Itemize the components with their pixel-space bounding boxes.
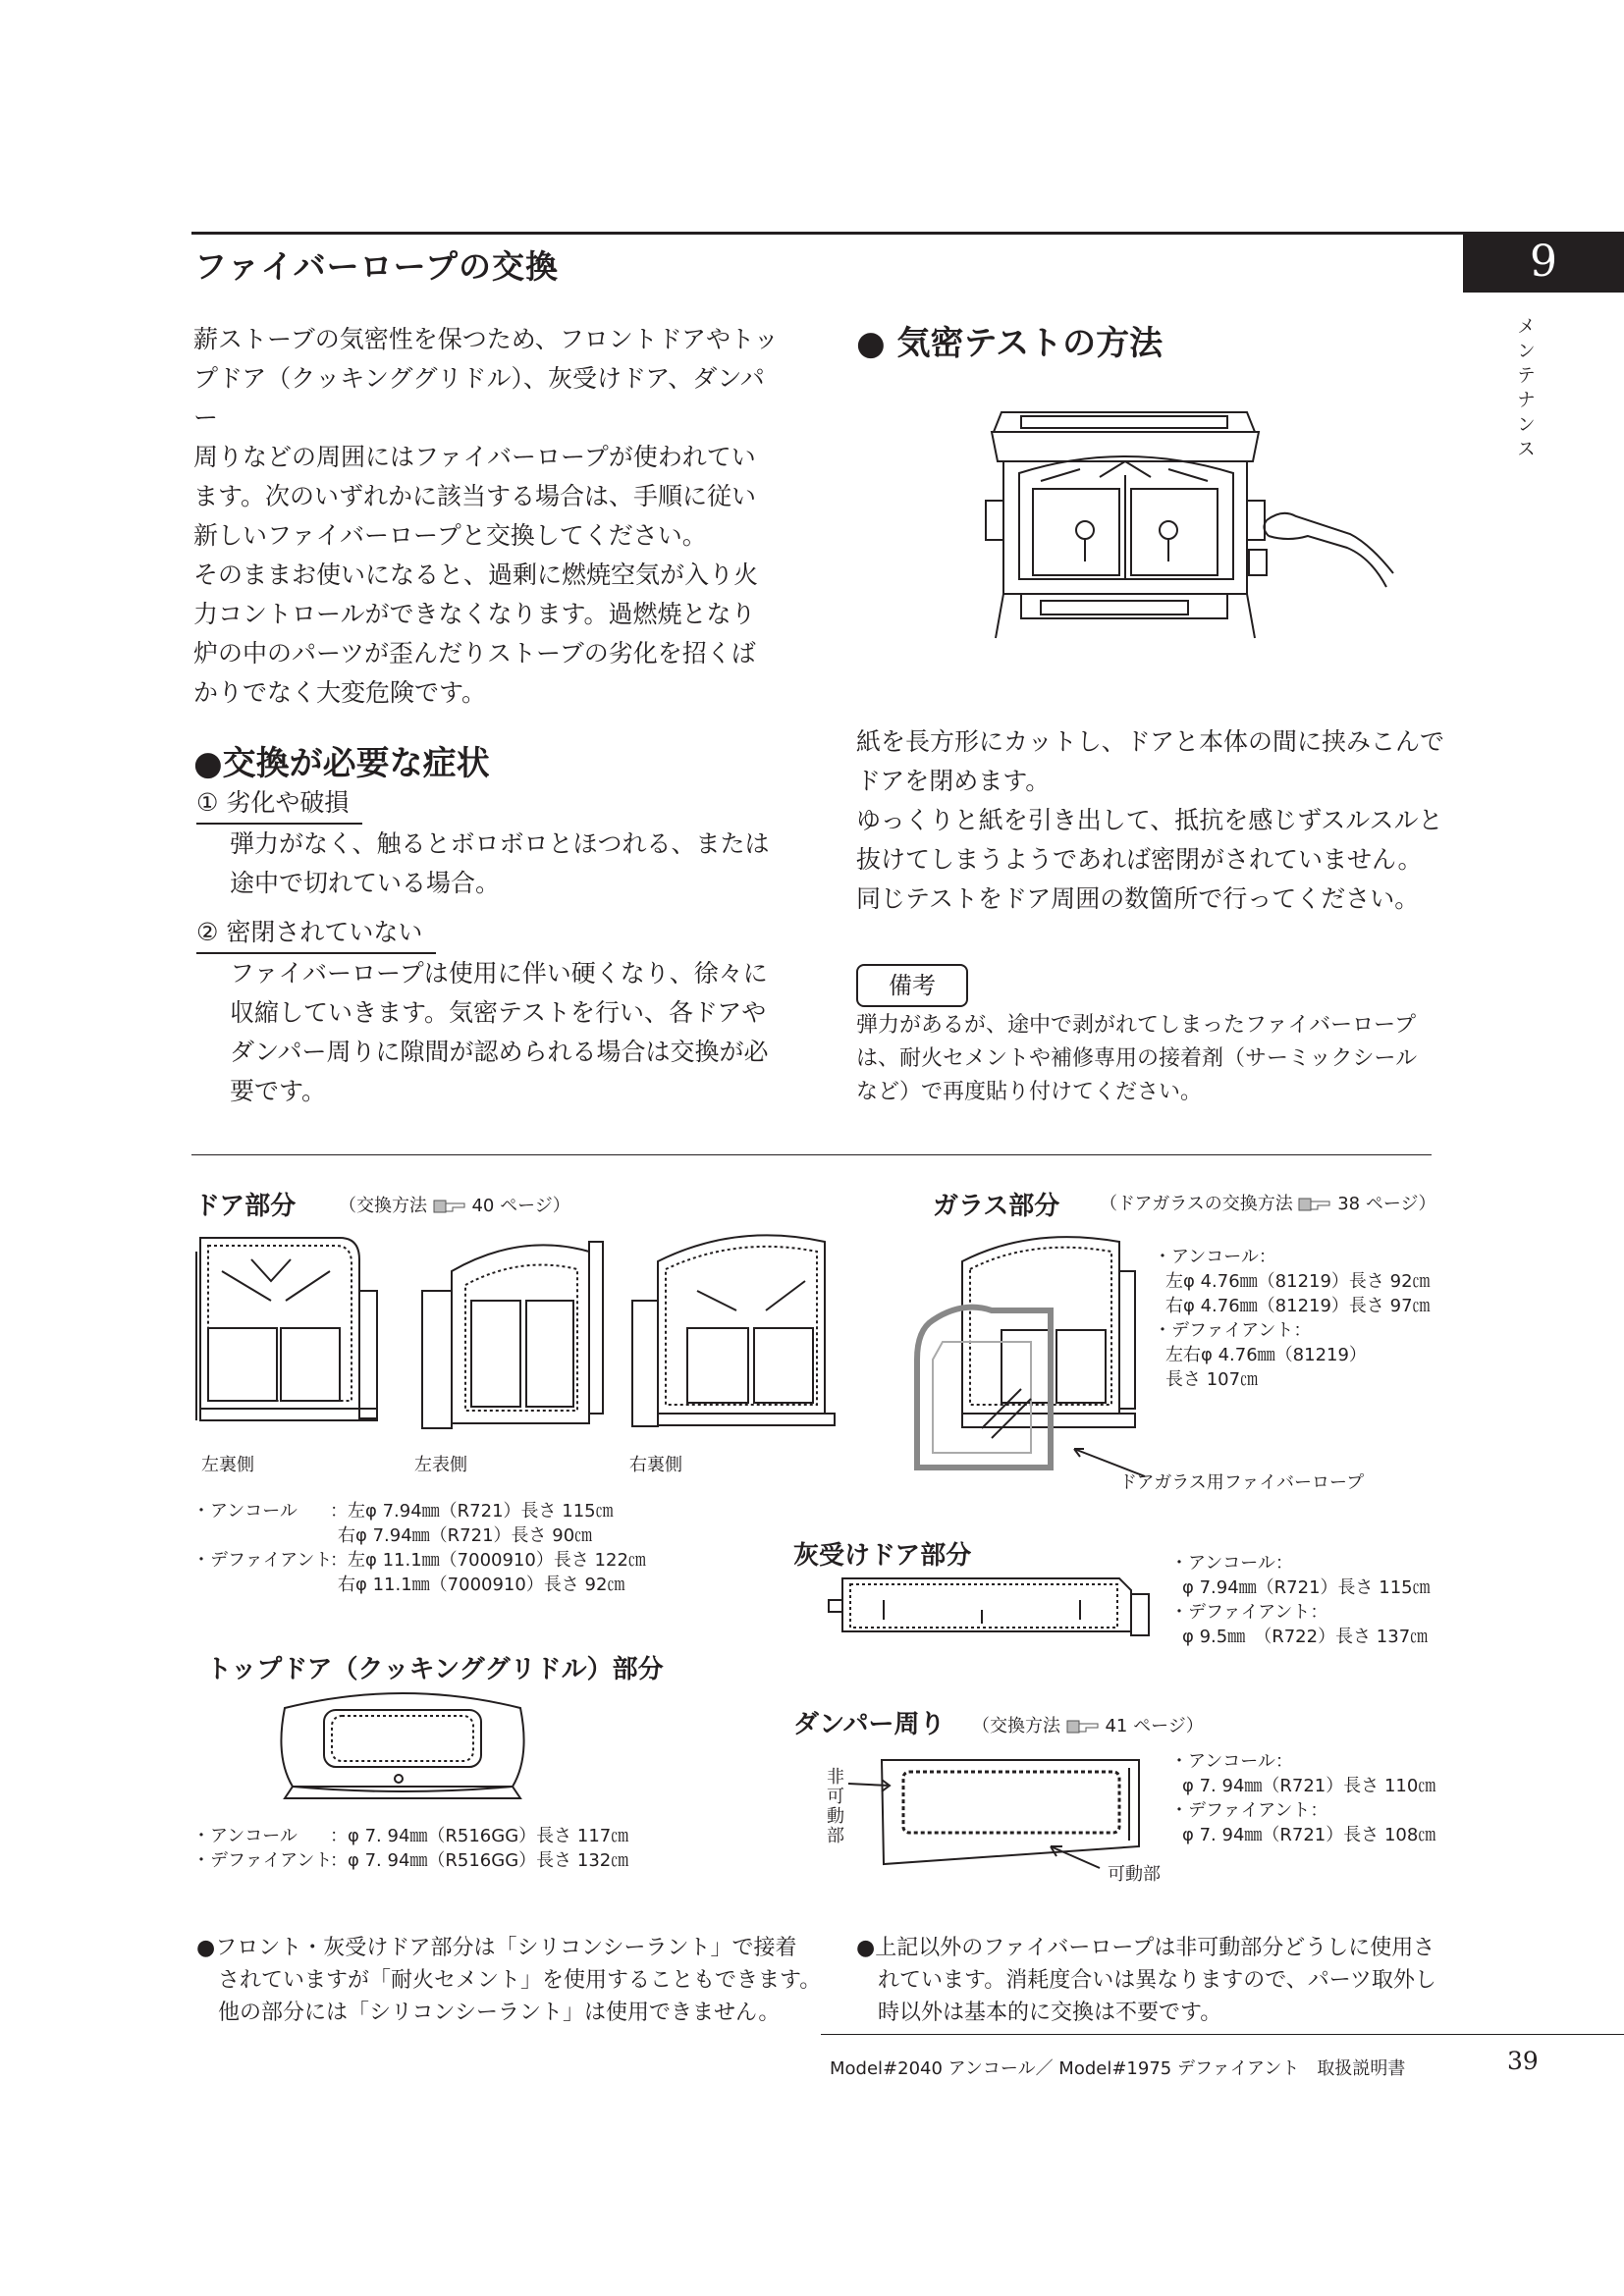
header-rule <box>191 232 1624 235</box>
airtight-test-instructions: 紙を長方形にカットし、ドアと本体の間に挟みこんで ドアを閉めます。 ゆっくりと紙を引き出して、抵抗を感じずスルスルと 抜けてしまうようであれば密閉がされていません。 同じテストをドア周囲の数箇所で行ってください。 <box>856 727 1445 913</box>
door-caption-left-back: 左裏側 <box>201 1455 254 1475</box>
pointing-hand-icon <box>1298 1197 1331 1212</box>
footer-manual-title: Model#2040 アンコール／ Model#1975 デファイアント 取扱説明書 <box>830 2058 1406 2079</box>
chapter-side-label: メンテナンス <box>1514 316 1536 463</box>
door-right-back-illustration <box>628 1232 844 1438</box>
note-left: ●フロント・灰受けドア部分は「シリコンシーラント」で接着 されていますが「耐火セメント」を使用することもできます。 他の部分には「シリコンシーラント」は使用できません。 <box>196 1936 822 2025</box>
door-page-reference: （交換方法 40 ページ） <box>339 1196 570 1216</box>
glass-rope-specs: ・アンコール： 左φ 4.76㎜（81219）長さ 92㎝ 右φ 4.76㎜（81219）長さ 97㎝ ・デファイアント： 左右φ 4.76㎜（81219） 長さ 107㎝ <box>1154 1247 1431 1390</box>
damper-heading: ダンパー周り <box>793 1710 946 1739</box>
airtight-test-heading: ● 気密テストの方法 <box>856 324 1164 363</box>
symptom-item-2-desc: ファイバーロープは使用に伴い硬くなり、徐々に 収縮していきます。気密テストを行い、各ドアや ダンパー周りに隙間が認められる場合は交換が必 要です。 <box>230 959 769 1105</box>
glass-section-heading: ガラス部分 <box>933 1192 1060 1221</box>
door-caption-left-front: 左表側 <box>414 1455 467 1475</box>
top-door-illustration <box>265 1688 540 1816</box>
door-section-heading: ドア部分 <box>194 1192 297 1221</box>
symptom-item-2-label: ② 密閉されていない <box>196 915 436 954</box>
memo-text: 弾力があるが、途中で剥がれてしまったファイバーロープ は、耐火セメントや補修専用の接着剤（サーミックシール など）で再度貼り付けてください。 <box>856 1013 1418 1104</box>
door-left-front-illustration <box>412 1232 609 1438</box>
symptom-item-1-label: ① 劣化や破損 <box>196 785 362 825</box>
memo-badge: 備考 <box>856 964 968 1007</box>
damper-movable-label: 可動部 <box>1108 1864 1161 1885</box>
door-left-back-illustration <box>192 1232 389 1438</box>
page-title: ファイバーロープの交換 <box>194 247 560 286</box>
door-caption-right-back: 右裏側 <box>629 1455 682 1475</box>
pointing-hand-icon <box>1066 1719 1100 1735</box>
glass-callout-label: ドアガラス用ファイバーロープ <box>1119 1472 1365 1493</box>
ash-door-illustration <box>825 1571 1159 1649</box>
stove-airtight-test-illustration <box>982 393 1394 658</box>
footer-rule <box>821 2034 1624 2035</box>
section-divider <box>191 1154 1432 1155</box>
pointing-hand-icon <box>433 1199 466 1214</box>
door-rope-specs: ・アンコール ： 左φ 7.94㎜（R721）長さ 115㎝ 右φ 7.94㎜（R721）長さ 90㎝ ・デファイアント ： 左φ 11.1㎜（7000910）長さ 122㎝ 右φ 11.1㎜（7000910）長さ 92㎝ <box>192 1501 646 1595</box>
symptoms-heading: ●交換が必要な症状 <box>193 744 490 783</box>
damper-rope-specs: ・アンコール： φ 7. 94㎜（R721）長さ 110㎝ ・デファイアント： φ 7. 94㎜（R721）長さ 108㎝ <box>1170 1751 1436 1845</box>
glass-page-reference: （ドアガラスの交換方法 38 ページ） <box>1100 1194 1436 1214</box>
damper-illustration <box>844 1752 1159 1870</box>
note-right: ●上記以外のファイバーロープは非可動部分どうしに使用さ れています。消耗度合いは異なりますので、パーツ取外し 時以外は基本的に交換は不要です。 <box>856 1936 1436 2025</box>
ash-door-heading: 灰受けドア部分 <box>793 1541 972 1571</box>
chapter-number-badge: 9 <box>1463 232 1624 293</box>
top-door-rope-specs: ・アンコール ： φ 7. 94㎜（R516GG）長さ 117㎝ ・デファイアント ： φ 7. 94㎜（R516GG）長さ 132㎝ <box>192 1826 629 1871</box>
symptom-item-1-desc: 弾力がなく、触るとボロボロとほつれる、または 途中で切れている場合。 <box>230 829 770 897</box>
damper-fixed-label: 非可動部 <box>824 1767 844 1845</box>
intro-paragraph: 薪ストーブの気密性を保つため、フロントドアやトッ プドア（クッキンググリドル）、灰受けドア、ダンパー 周りなどの周囲にはファイバーロープが使われてい ます。次のいずれかに該当する場合は、手順に従い 新しいファイバーロープと交換してください。 そのままお使いになると、過剰に燃焼空気が入り火 力コントロールができなくなります。過燃焼となり 炉の中のパーツが歪んだりストーブの劣化を招くば かりでなく大変危険です。 <box>193 325 779 707</box>
top-door-heading: トップドア（クッキンググリドル）部分 <box>206 1655 664 1684</box>
damper-page-reference: （交換方法 41 ページ） <box>972 1716 1204 1736</box>
page-number: 39 <box>1507 2047 1539 2075</box>
ash-door-rope-specs: ・アンコール： φ 7.94㎜（R721）長さ 115㎝ ・デファイアント： φ 9.5㎜ （R722）長さ 137㎝ <box>1170 1553 1431 1647</box>
